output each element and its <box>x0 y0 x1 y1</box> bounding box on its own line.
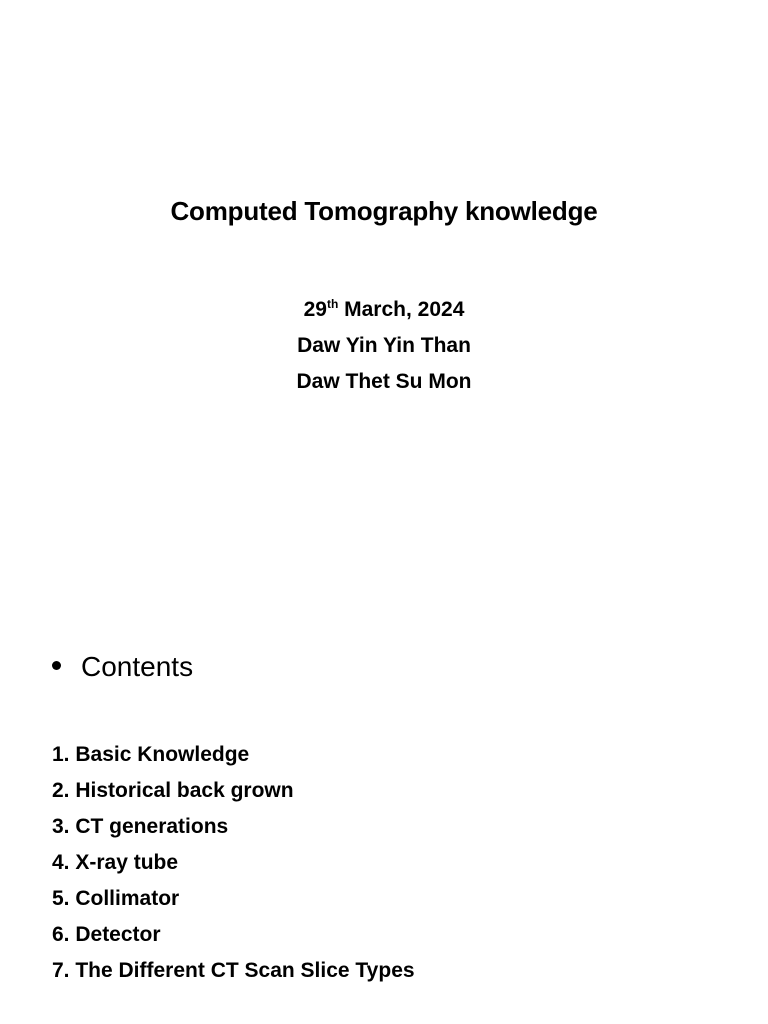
list-item: 4. X-ray tube <box>52 851 179 874</box>
author-name-1: Daw Yin Yin Than <box>297 334 471 357</box>
list-item: 5. Collimator <box>52 887 180 910</box>
title-meta <box>0 292 768 400</box>
list-item: 1. Basic Knowledge <box>52 743 250 766</box>
author-name-2: Daw Thet Su Mon <box>296 370 472 393</box>
date-month-year: March, 2024 <box>338 298 465 321</box>
date-day: 29 <box>303 298 327 321</box>
list-item: 6. Detector <box>52 923 161 946</box>
contents-heading-bullet <box>52 646 193 688</box>
bullet-icon <box>52 661 61 670</box>
list-item: 2. Historical back grown <box>52 779 294 802</box>
contents-heading: Contents <box>81 651 194 682</box>
document-title: Computed Tomography knowledge <box>170 196 598 226</box>
list-item: 7. The Different CT Scan Slice Types <box>52 959 415 982</box>
list-item: 3. CT generations <box>52 815 229 838</box>
contents-list <box>52 737 415 989</box>
presentation-date <box>0 292 768 328</box>
date-ordinal-suffix: th <box>326 297 339 311</box>
